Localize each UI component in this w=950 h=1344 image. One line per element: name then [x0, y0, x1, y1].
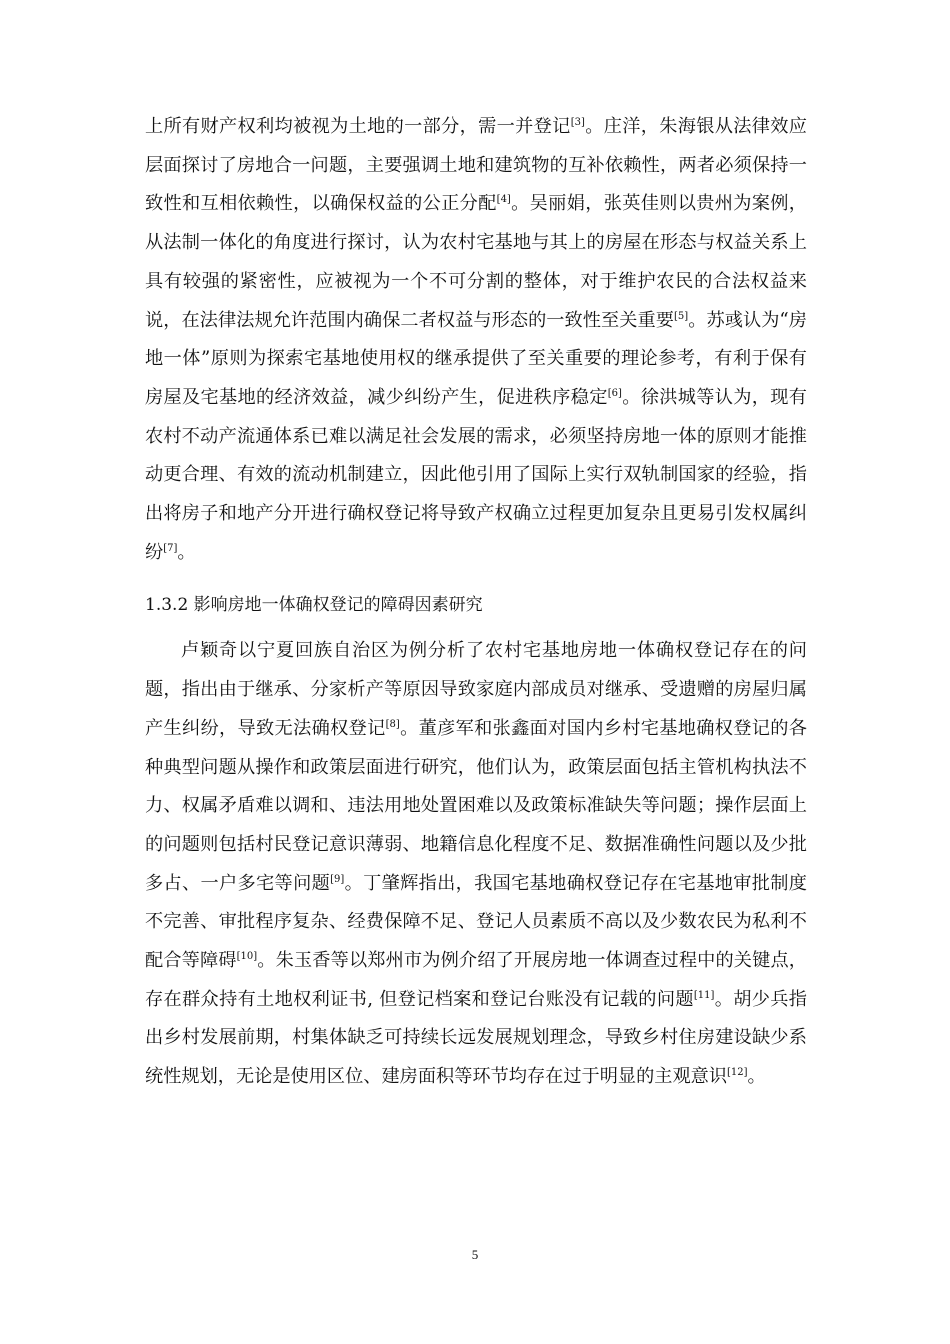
page-number: 5	[471, 1247, 479, 1262]
citation-4[interactable]: [4]	[496, 194, 511, 206]
citation-3[interactable]: [3]	[570, 117, 585, 128]
text-run: 。朱玉香等以郑州市为例介绍了开展房地一体调查过程中的关键点，存在群众持有土地权利证书, 但登记档案和登记台账没有记载的问题	[145, 950, 807, 1010]
citation-5[interactable]: [5]	[674, 310, 689, 322]
body-paragraph-2	[145, 632, 807, 1096]
text-run: 。	[747, 1066, 766, 1088]
citation-6[interactable]: [6]	[607, 387, 622, 399]
citation-10[interactable]: [10]	[236, 951, 258, 963]
citation-11[interactable]: [11]	[693, 989, 715, 1001]
document-page	[145, 108, 807, 1097]
body-paragraph-1	[145, 108, 807, 572]
text-run: 卢颖奇以宁夏回族自治区为例分析了农村宅基地房地一体确权登记存在的问题，指出由于继承、分家析产等原因导致家庭内部成员对继承、受遗赠的房屋归属产生纠纷，导致无法确权登记	[145, 640, 807, 739]
text-run: 。董彦军和张鑫面对国内乡村宅基地确权登记的各种典型问题从操作和政策层面进行研究，他们认为，政策层面包括主管机构执法不力、权属矛盾难以调和、违法用地处置困难以及政策标准缺失等问题；操作层面上的问题则包括村民登记意识薄弱、地籍信息化程度不足、数据准确性问题以及少批多占、一户多宅等问题	[145, 717, 807, 894]
text-run: 。吴丽娟，张英佳则以贵州为案例，从法制一体化的角度进行探讨，认为农村宅基地与其上的房屋在形态与权益关系上具有较强的紧密性，应被视为一个不可分割的整体，对于维护农民的合法权益来说，在法律法规允许范围内确保二者权益与形态的一致性至关重要	[145, 193, 807, 331]
section-heading: 1.3.2 影响房地一体确权登记的障碍因素研究	[145, 595, 483, 616]
citation-7[interactable]: [7]	[163, 542, 178, 554]
citation-12[interactable]: [12]	[727, 1067, 748, 1079]
text-run: 。庄洋，朱海银从法律效应层面探讨了房地合一问题，主要强调土地和建筑物的互补依赖性，两者必须保持一致性和互相依赖性，以确保权益的公正分配	[145, 116, 807, 215]
text-run: 。苏彧认为“房地一体”原则为探索宅基地使用权的继承提供了至关重要的理论参考，有利于保有房屋及宅基地的经济效益，减少纠纷产生，促进秩序稳定	[145, 309, 807, 408]
text-run: 。	[177, 541, 196, 563]
citation-9[interactable]: [9]	[330, 873, 345, 885]
text-run: 。胡少兵指出乡村发展前期，村集体缺乏可持续长远发展规划理念，导致乡村住房建设缺少系统性规划，无论是使用区位、建房面积等环节均存在过于明显的主观意识	[145, 988, 807, 1088]
text-run: 。丁肇辉指出，我国宅基地确权登记存在宅基地审批制度不完善、审批程序复杂、经费保障不足、登记人员素质不高以及少数农民为私利不配合等障碍	[145, 872, 807, 972]
text-run: 上所有财产权利均被视为土地的一部分，需一并登记	[145, 116, 571, 137]
text-run: 。徐洪城等认为，现有农村不动产流通体系已难以满足社会发展的需求，必须坚持房地一体的原则才能推动更合理、有效的流动机制建立，因此他引用了国际上实行双轨制国家的经验，指出将房子和地产分开进行确权登记将导致产权确立过程更加复杂且更易引发权属纠纷	[145, 386, 807, 563]
citation-8[interactable]: [8]	[385, 718, 400, 730]
